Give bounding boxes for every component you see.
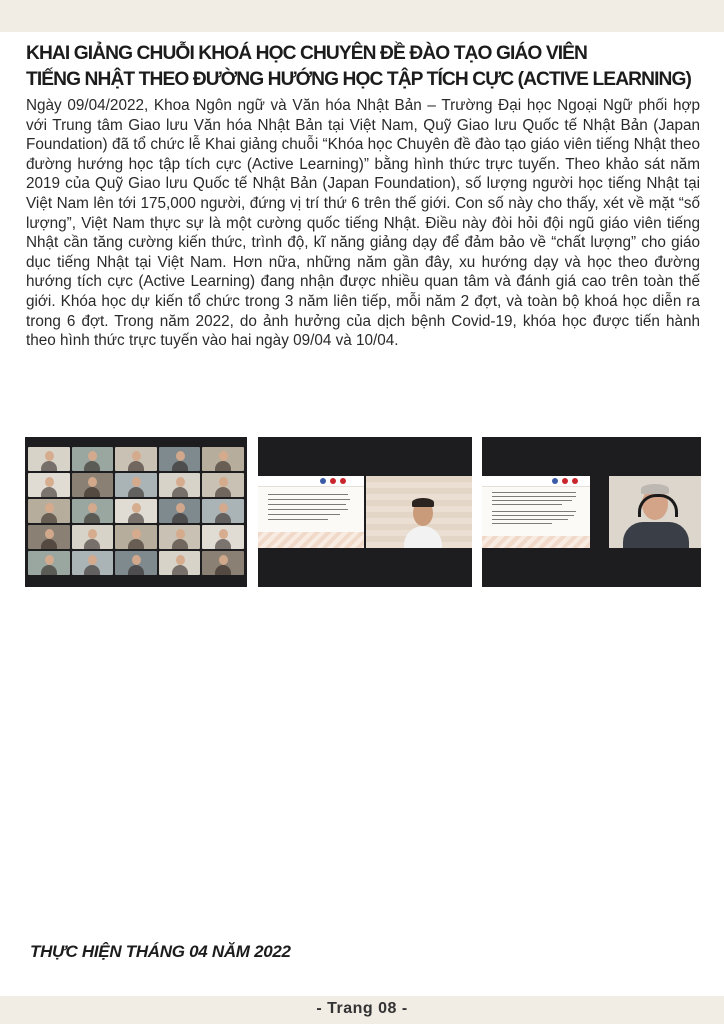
participant-tile <box>202 525 244 549</box>
participant-tile <box>72 499 114 523</box>
presentation-slide <box>482 476 590 548</box>
article-title-line-2: TIẾNG NHẬT THEO ĐƯỜNG HƯỚNG HỌC TẬP TÍCH CỰC (ACTIVE LEARNING) <box>26 69 691 90</box>
participant-tile <box>28 525 70 549</box>
slide-and-speaker-photo <box>258 437 472 587</box>
participant-tile <box>159 499 201 523</box>
participant-tile <box>28 551 70 575</box>
participant-tile <box>159 447 201 471</box>
presentation-slide <box>258 476 364 548</box>
participant-tile <box>115 525 157 549</box>
logo-icon <box>552 478 558 484</box>
participant-tile <box>202 551 244 575</box>
participant-tile <box>159 525 201 549</box>
participant-tile <box>72 551 114 575</box>
speaker-video <box>609 476 701 548</box>
participant-tile <box>72 473 114 497</box>
participant-tile <box>202 447 244 471</box>
participant-tile <box>115 499 157 523</box>
article-title-line-1: KHAI GIẢNG CHUỖI KHOÁ HỌC CHUYÊN ĐỀ ĐÀO TẠO GIÁO VIÊN <box>26 43 587 64</box>
participant-tile <box>202 499 244 523</box>
logo-icon <box>340 478 346 484</box>
footer-note: THỰC HIỆN THÁNG 04 NĂM 2022 <box>30 942 291 961</box>
participant-tile <box>115 447 157 471</box>
participant-tile <box>28 473 70 497</box>
participant-tile <box>159 473 201 497</box>
headset-icon <box>638 494 678 517</box>
logo-icon <box>562 478 568 484</box>
participant-tile <box>115 473 157 497</box>
speaker-video <box>366 476 472 548</box>
participant-grid <box>28 447 244 575</box>
online-meeting-gallery-photo <box>25 437 247 587</box>
participant-tile <box>159 551 201 575</box>
participant-tile <box>72 525 114 549</box>
participant-tile <box>202 473 244 497</box>
participant-tile <box>115 551 157 575</box>
photo-row <box>25 437 701 587</box>
slide-and-speaker-with-headset-photo <box>482 437 701 587</box>
article-title <box>26 41 706 93</box>
logo-icon <box>320 478 326 484</box>
page-number: - Trang 08 - <box>316 1000 408 1017</box>
participant-tile <box>72 447 114 471</box>
article-body: Ngày 09/04/2022, Khoa Ngôn ngữ và Văn hóa Nhật Bản – Trường Đại học Ngoại Ngữ phối hợp với Trung tâm Giao lưu Văn hóa Nhật Bản tại Việt Nam, Quỹ Giao lưu Quốc tế Nhật Bản (Japan Foundation) đã tổ chức lễ Khai giảng chuỗi “Khóa học Chuyên đề đào tạo giáo viên tiếng Nhật theo đường hướng học tập tích cực (Active Learning)” bằng hình thức trực tuyến. Theo khảo sát năm 2019 của Quỹ Giao lưu Quốc tế Nhật Bản (Japan Foundation), số lượng người học tiếng Nhật tại Việt Nam lên tới 175,000 người, đứng vị trí thứ 6 trên thế giới. Con số này cho thấy, xét về mặt “số lượng”, Việt Nam thực sự là một cường quốc tiếng Nhật. Điều này đòi hỏi đội ngũ giáo viên tiếng Nhật cần tăng cường kiến thức, trình độ, kĩ năng giảng dạy để đảm bảo về “chất lượng” cho giáo dục tiếng Nhật tại Việt Nam. Hơn nữa, những năm gần đây, xu hướng dạy và học theo đường hướng tích cực (Active Learning) đang nhận được nhiều quan tâm và đánh giá cao trên toàn thế giới. Khóa học dự kiến tổ chức trong 3 năm liên tiếp, mỗi năm 2 đợt, và toàn bộ khoá học diễn ra trong 6 đợt. Trong năm 2022, do ảnh hưởng của dịch bệnh Covid-19, khóa học được tiến hành theo hình thức trực tuyến vào hai ngày 09/04 và 10/04. <box>26 97 700 350</box>
logo-icon <box>330 478 336 484</box>
top-decorative-band <box>0 0 724 32</box>
logo-icon <box>572 478 578 484</box>
participant-tile <box>28 447 70 471</box>
participant-tile <box>28 499 70 523</box>
